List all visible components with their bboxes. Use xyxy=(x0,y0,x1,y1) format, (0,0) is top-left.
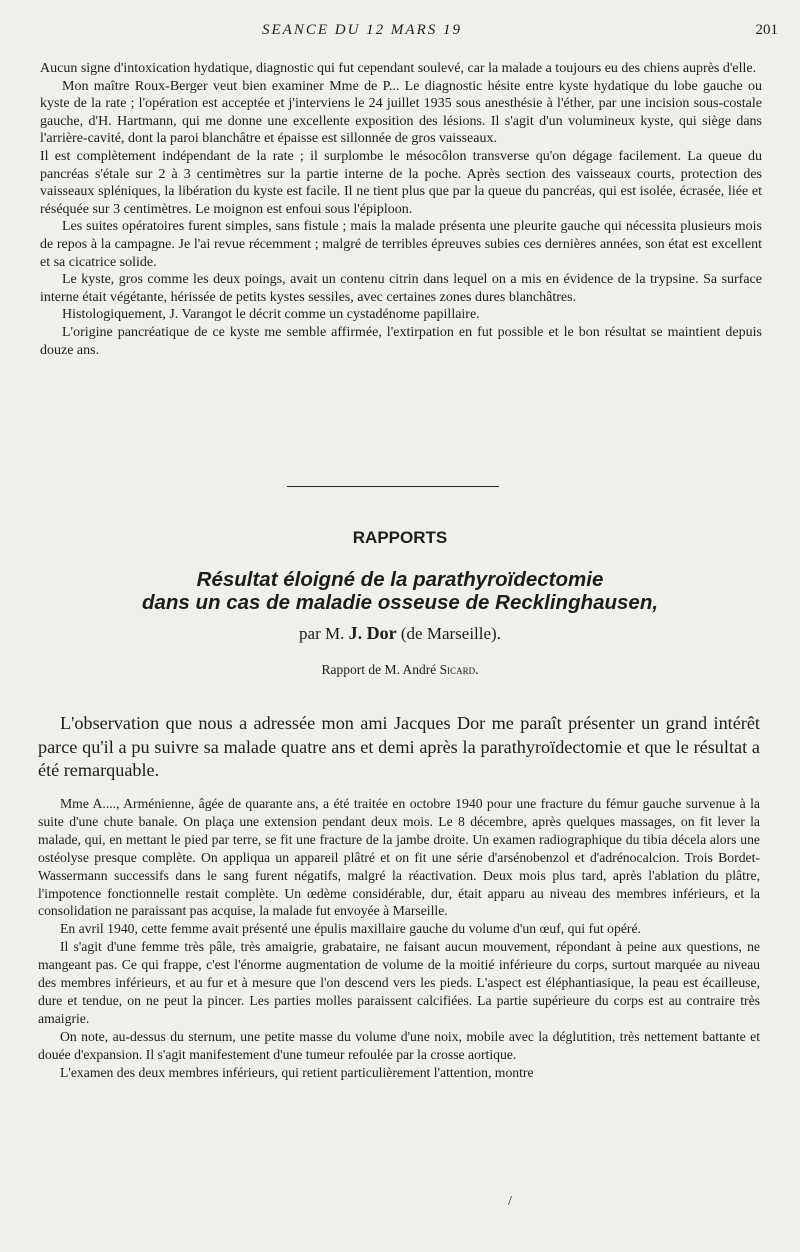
paragraph: Histologiquement, J. Varangot le décrit comme un cystadénome papillaire. xyxy=(62,307,480,323)
author-prefix: par M. xyxy=(299,624,345,643)
intro-paragraph xyxy=(38,712,760,783)
article-title xyxy=(0,568,800,614)
paragraph: Aucun signe d'intoxication hydatique, diagnostic qui fut cependant soulevé, car la malade a toujours eu des chiens auprès d'elle. xyxy=(40,61,757,76)
paragraph: Mon maître Roux-Berger veut bien examiner Mme de P... Le diagnostic hésite entre kyste hydatique du lobe gauche ou kyste de la rate ; l'opération est acceptée et j'interviens le 24 juillet 1935 sous anesthésie à l'éther, par une incision sous-costale gauche, d'H. Hartmann, qui me donne une excellente exposition des lésions. Il s'agit d'un volumineux kyste, qui siège dans l'arrière-cavité, dont la paroi blanchâtre et épaisse est sillonnée de gros vaisseaux. xyxy=(40,78,762,147)
footer-mark: / xyxy=(508,1194,512,1209)
paragraph: L'origine pancréatique de ce kyste me semble affirmée, l'extirpation en fut possible et le bon résultat se maintient depuis douze ans. xyxy=(40,324,762,358)
first-text-block xyxy=(40,60,762,359)
paragraph: L'observation que nous a adressée mon ami Jacques Dor me paraît présenter un grand intérêt parce qu'il a pu suivre sa malade quatre ans et demi après la parathyroïdectomie et que le résultat a été remarquable. xyxy=(38,713,760,780)
paragraph: Mme A...., Arménienne, âgée de quarante ans, a été traitée en octobre 1940 pour une fracture du fémur gauche survenue à la suite d'une chute banale. On plaça une extension pendant deux mois. Le 8 décembre, après quelques massages, on fit lever la malade, qui, en mettant le pied par terre, se fit une fracture de la jambe droite. Un examen radiographique du tibia décela alors une ostéolyse presque complète. On appliqua un appareil plâtré et on fit une série d'arsénobenzol et d'adrénocalcion. Trois Bordet-Wassermann successifs dans le sang furent négatifs, malgré la réactivation. Deux mois plus tard, après l'ablation du plâtre, l'impotence fonctionnelle restait complète. Un œdème considérable, dur, était apparu au niveau des membres inférieurs, et la consolidation ne paraissant pas acquise, la malade fut envoyée à Marseille. xyxy=(38,796,760,919)
paragraph: Les suites opératoires furent simples, sans fistule ; mais la malade présenta une pleurite gauche qui nécessita plusieurs mois de repos à la campagne. Je l'ai revue récemment ; malgré de terribles épreuves subies ces dernières années, son état est excellent et sa cicatrice solide. xyxy=(40,219,762,270)
case-report-block xyxy=(38,795,760,1082)
paragraph: En avril 1940, cette femme avait présenté une épulis maxillaire gauche du volume d'un œuf, qui fut opéré. xyxy=(60,921,641,937)
section-divider xyxy=(287,486,499,487)
report-byline xyxy=(0,662,800,678)
article-title-line-2: dans un cas de maladie osseuse de Recklinghausen, xyxy=(141,591,659,614)
paragraph: On note, au-dessus du sternum, une petite masse du volume d'une noix, mobile avec la déglutition, très nettement battante et douée d'expansion. Il s'agit manifestement d'une tumeur refoulée par la crosse aortique. xyxy=(38,1028,760,1062)
reporter-name: Sicard. xyxy=(439,662,479,677)
author-name: J. Dor xyxy=(348,623,397,643)
reporter-prefix: Rapport de M. André xyxy=(321,662,437,677)
article-author xyxy=(0,623,800,644)
article-title-line-1: Résultat éloigné de la parathyroïdectomie xyxy=(196,568,604,591)
page-number: 201 xyxy=(755,22,778,38)
running-head: SEANCE DU 12 MARS 19 xyxy=(262,22,462,38)
paragraph: L'examen des deux membres inférieurs, qui retient particulièrement l'attention, montre xyxy=(60,1064,534,1080)
paragraph: Le kyste, gros comme les deux poings, avait un contenu citrin dans lequel on a mis en évidence de la trypsine. Sa surface interne était végétante, hérissée de petits kystes sessiles, avec certaines zones dures blanchâtres. xyxy=(40,272,762,305)
paragraph: Il est complètement indépendant de la rate ; il surplombe le mésocôlon transverse qu'on dégage facilement. La queue du pancréas s'étale sur 2 à 3 centimètres sur la partie interne de la poche. Après section des vaisseaux courts, protection des vaisseaux spléniques, la libération du kyste est facile. Il ne tient plus que par la queue du pancréas, qui est isolée, écrasée, liée et réséquée sur 3 centimètres. Le moignon est enfoui sous l'épiploon. xyxy=(40,148,762,217)
author-suffix: (de Marseille). xyxy=(400,624,501,643)
paragraph: Il s'agit d'une femme très pâle, très amaigrie, grabataire, ne faisant aucun mouvement, répondant à peine aux questions, ne mangeant pas. Ce qui frappe, c'est l'énorme augmentation de volume de la moitié inférieure du corps, surtout marquée au niveau des membres inférieurs, et au fur et à mesure que l'on descend vers les pieds. L'aspect est éléphantiasique, la peau est écailleuse, dure et tendue, on ne peut la pincer. Les parties molles paraissent calcifiées. La partie supérieure du corps est au contraire très amaigrie. xyxy=(38,939,760,1026)
section-title: RAPPORTS xyxy=(352,528,448,547)
